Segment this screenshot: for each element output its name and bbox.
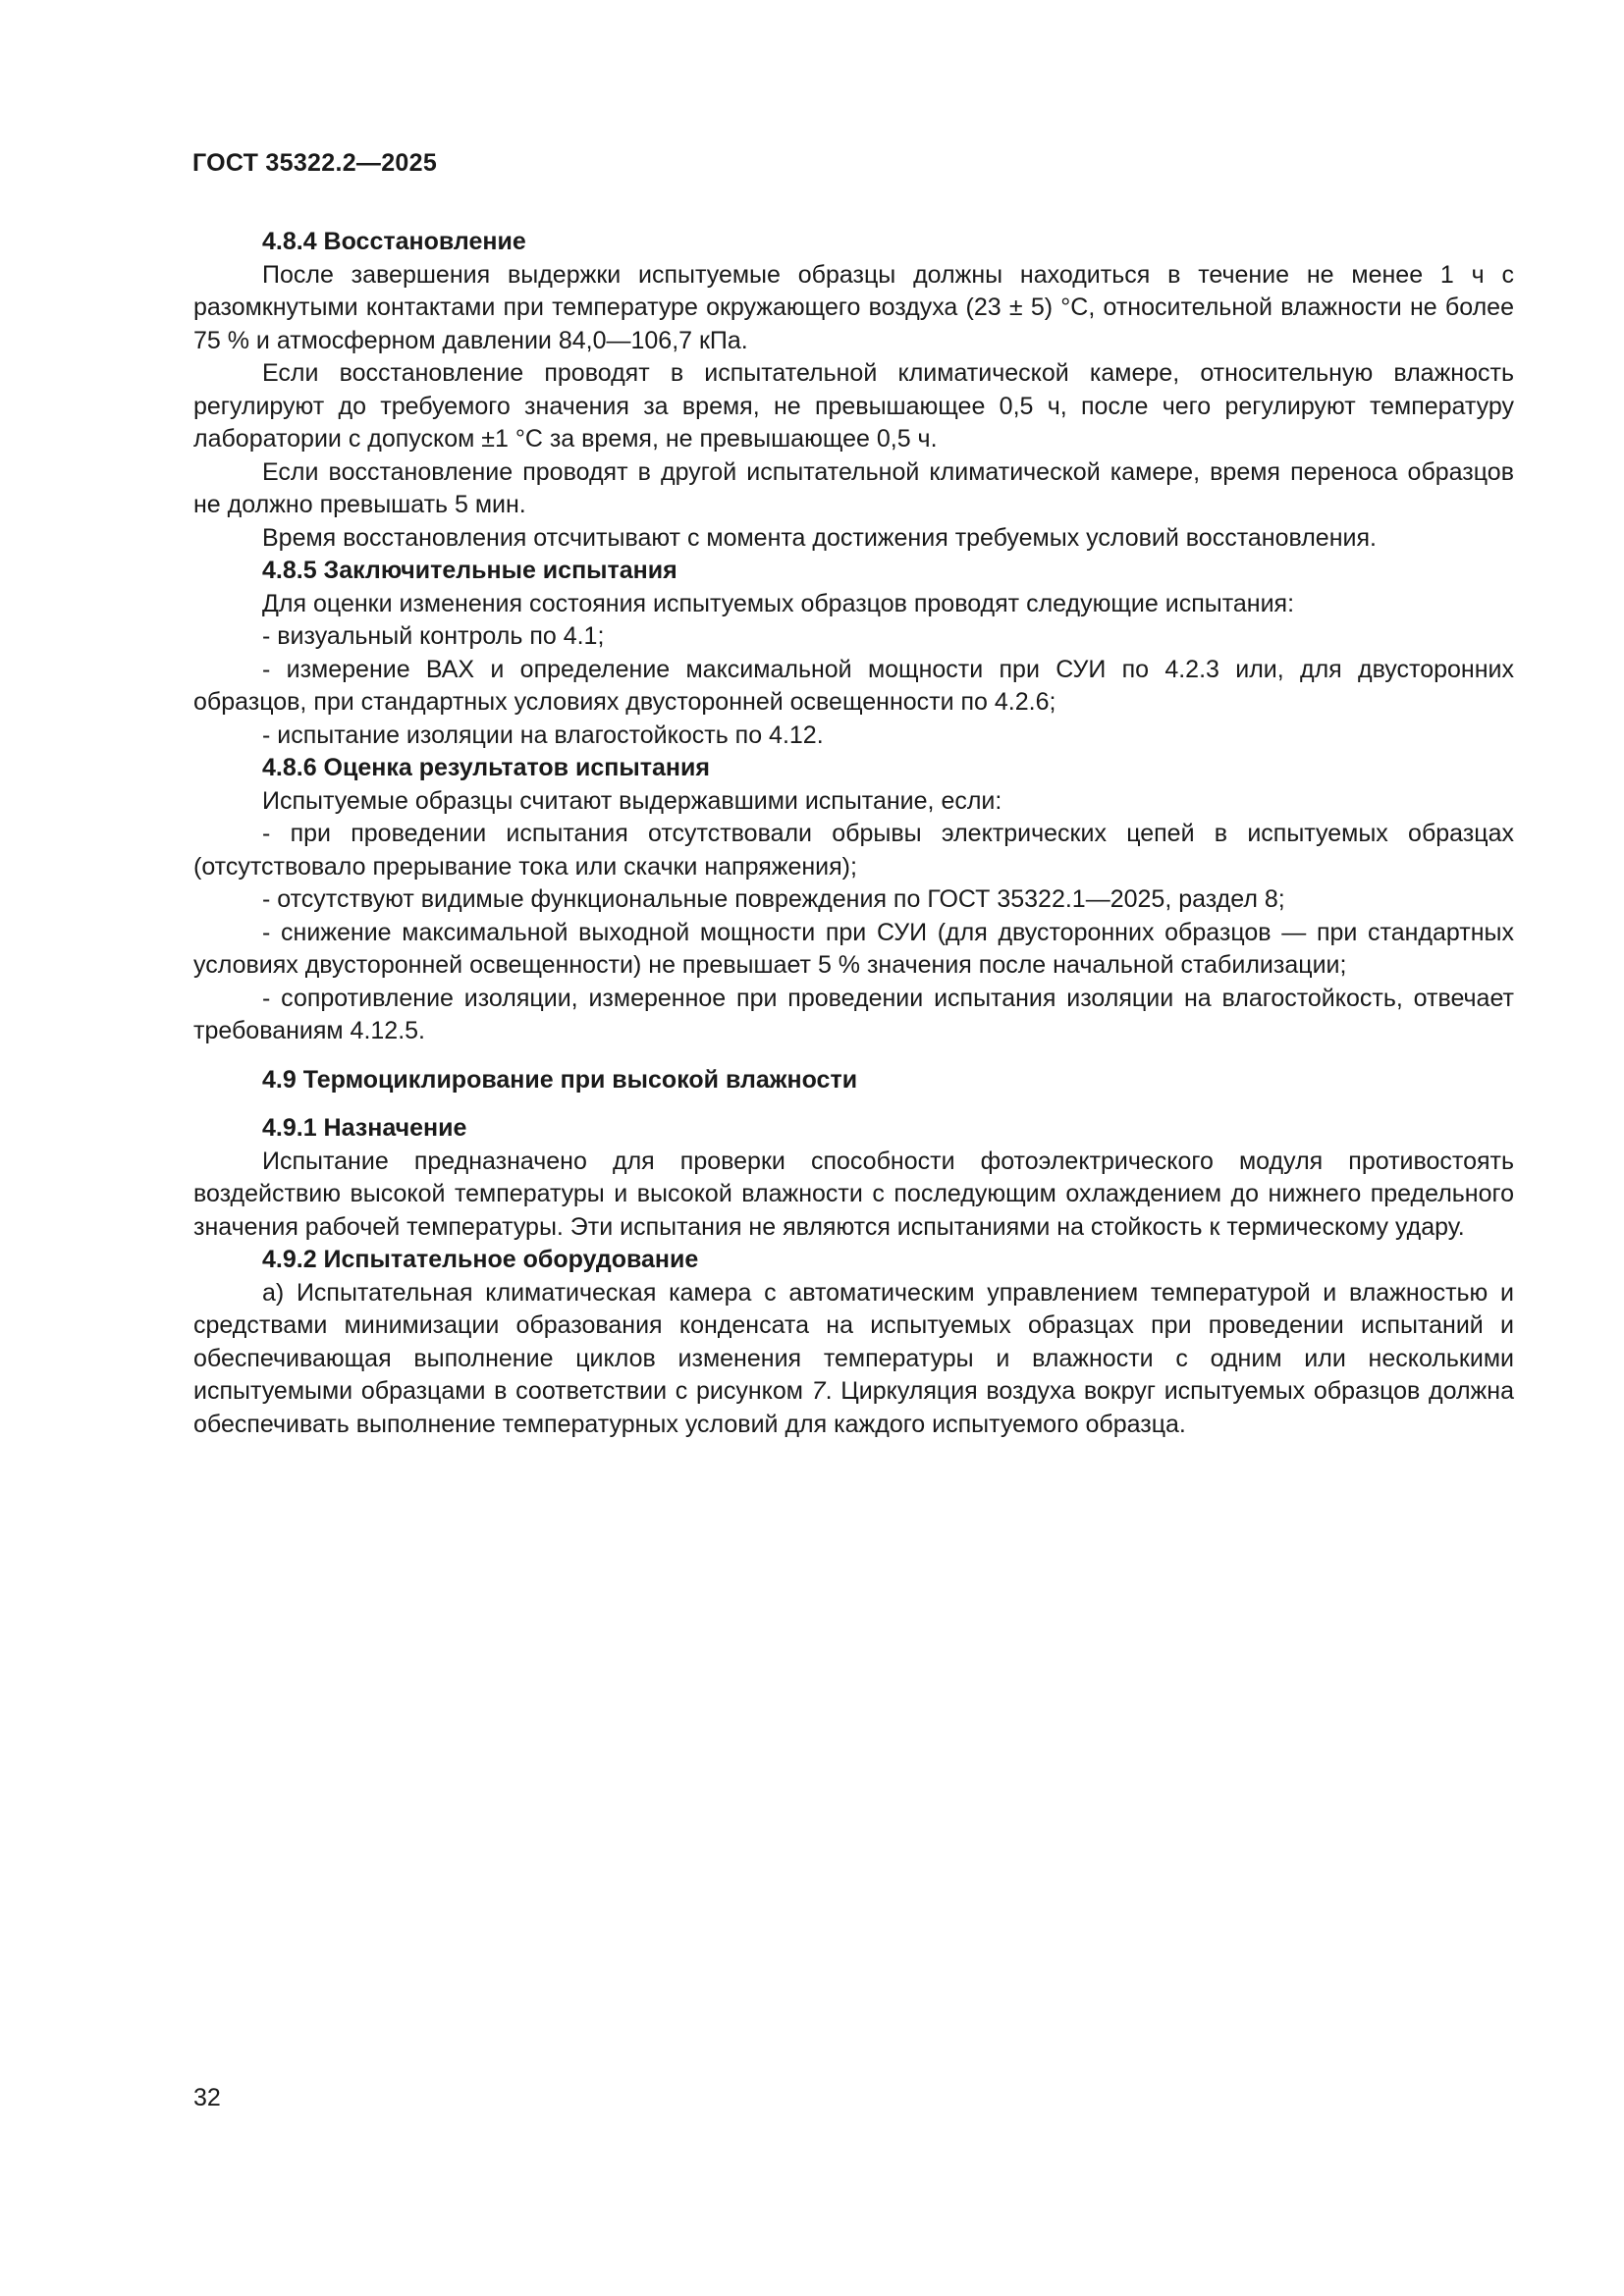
paragraph <box>193 1277 1514 1442</box>
section-heading-4-8-4: 4.8.4 Восстановление <box>262 228 526 255</box>
list-item: - при проведении испытания отсутствовали обрывы электрических цепей в испытуемых образцах (отсутствовало прерывание тока или скачки напряжения); <box>193 820 1514 881</box>
section-heading-4-9-2: 4.9.2 Испытательное оборудование <box>262 1246 699 1273</box>
section-heading-4-8-5: 4.8.5 Заключительные испытания <box>262 557 677 584</box>
paragraph-text: а) Испытательная климатическая камера с автоматическим управлением температурой и влажностью и средствами минимизации образования конденсата на испытуемых образцах при проведении испытаний и обеспечивающая выполнение циклов изменения температуры и влажности с одним или несколькими испытуемыми образцами в соответствии с рисунком <box>193 1278 1514 1405</box>
list-item: - визуальный контроль по 4.1; <box>262 622 605 650</box>
document-header: ГОСТ 35322.2—2025 <box>192 149 438 177</box>
paragraph: После завершения выдержки испытуемые образцы должны находиться в течение не менее 1 ч с разомкнутыми контактами при температуре окружающего воздуха (23 ± 5) °С, относительной влажности не более 75 % и атмосферном давлении 84,0—106,7 кПа. <box>193 260 1514 354</box>
paragraph: Испытуемые образцы считают выдержавшими испытание, если: <box>262 786 1002 815</box>
paragraph-text: . Циркуляция воздуха вокруг испытуемых образцов должна обеспечивать выполнение температурных условий для каждого испытуемого образца. <box>193 1377 1514 1438</box>
paragraph: Если восстановление проводят в испытательной климатической камере, относительную влажность регулируют до требуемого значения за время, не превышающее 0,5 ч, после чего регулируют температуру лаборатории с допуском ±1 °С за время, не превышающее 0,5 ч. <box>193 359 1514 453</box>
figure-reference: 7 <box>811 1377 826 1405</box>
paragraph: Время восстановления отсчитывают с момента достижения требуемых условий восстановления. <box>262 523 1377 552</box>
section-heading-4-9-1: 4.9.1 Назначение <box>262 1114 467 1142</box>
page-content <box>193 226 1514 1441</box>
list-item: - сопротивление изоляции, измеренное при проведении испытания изоляции на влагостойкость, отвечает требованиям 4.12.5. <box>193 984 1514 1044</box>
section-heading-4-9: 4.9 Термоциклирование при высокой влажности <box>262 1065 858 1094</box>
list-item: - отсутствуют видимые функциональные повреждения по ГОСТ 35322.1—2025, раздел 8; <box>262 885 1285 913</box>
list-item: - испытание изоляции на влагостойкость по 4.12. <box>262 721 824 749</box>
page-number: 32 <box>193 2084 221 2111</box>
paragraph: Испытание предназначено для проверки способности фотоэлектрического модуля противостоять воздействию высокой температуры и высокой влажности с последующим охлаждением до нижнего предельного значения рабочей температуры. Эти испытания не являются испытаниями на стойкость к термическому удару. <box>193 1147 1514 1241</box>
paragraph: Если восстановление проводят в другой испытательной климатической камере, время переноса образцов не должно превышать 5 мин. <box>193 457 1514 518</box>
section-heading-4-8-6: 4.8.6 Оценка результатов испытания <box>262 754 710 781</box>
list-item: - снижение максимальной выходной мощности при СУИ (для двусторонних образцов — при стандартных условиях двусторонней освещенности) не превышает 5 % значения после начальной стабилизации; <box>193 918 1514 979</box>
paragraph: Для оценки изменения состояния испытуемых образцов проводят следующие испытания: <box>262 589 1295 617</box>
list-item: - измерение ВАХ и определение максимальной мощности при СУИ по 4.2.3 или, для двусторонних образцов, при стандартных условиях двусторонней освещенности по 4.2.6; <box>193 655 1514 716</box>
